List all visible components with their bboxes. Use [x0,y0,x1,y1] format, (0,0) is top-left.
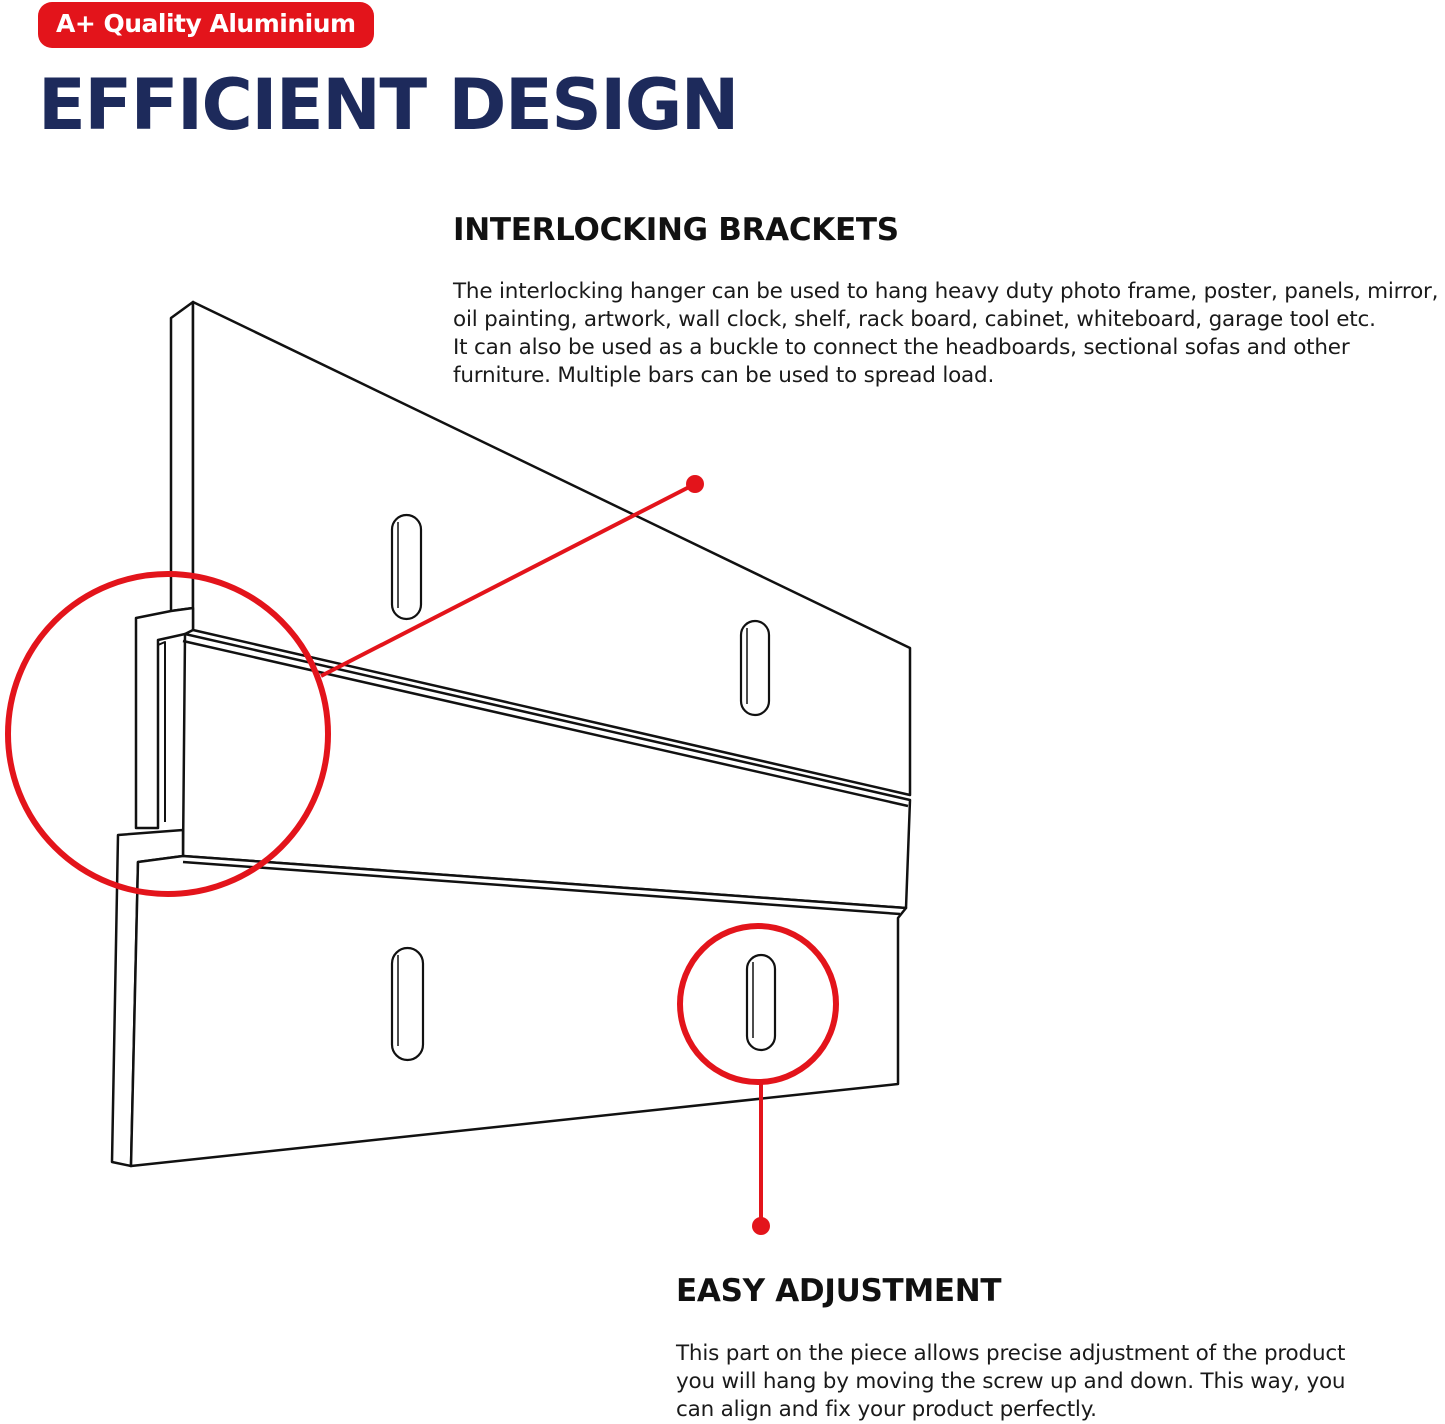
slot-upper-right [741,621,769,715]
page-title: EFFICIENT DESIGN [38,64,738,146]
quality-badge: A+ Quality Aluminium [38,2,374,48]
interlocking-brackets-heading: INTERLOCKING BRACKETS [453,212,899,248]
interlock-callout-dot [686,475,704,493]
slot-upper-left [392,515,421,619]
lower-bracket-face [131,856,906,1166]
slot-lower-right [747,955,775,1050]
adjustment-callout-dot [752,1217,770,1235]
upper-bracket-edge [171,302,193,611]
easy-adjustment-heading: EASY ADJUSTMENT [676,1273,1002,1309]
slot-lower-left [392,948,423,1060]
easy-adjustment-text: This part on the piece allows precise adjustment of the product you will hang by moving the screw up and down. This way, you can align and fix your product perfectly. [676,1341,1346,1422]
interlocking-brackets-text: The interlocking hanger can be used to hang heavy duty photo frame, poster, panels, mirror, oil painting, artwork, wall clock, shelf, rack board, cabinet, whiteboard, garage tool etc. It can also be used as a buckle to connect the headboards, sectional sofas and other furniture. Multiple bars can be used to spread load. [453,279,1439,388]
